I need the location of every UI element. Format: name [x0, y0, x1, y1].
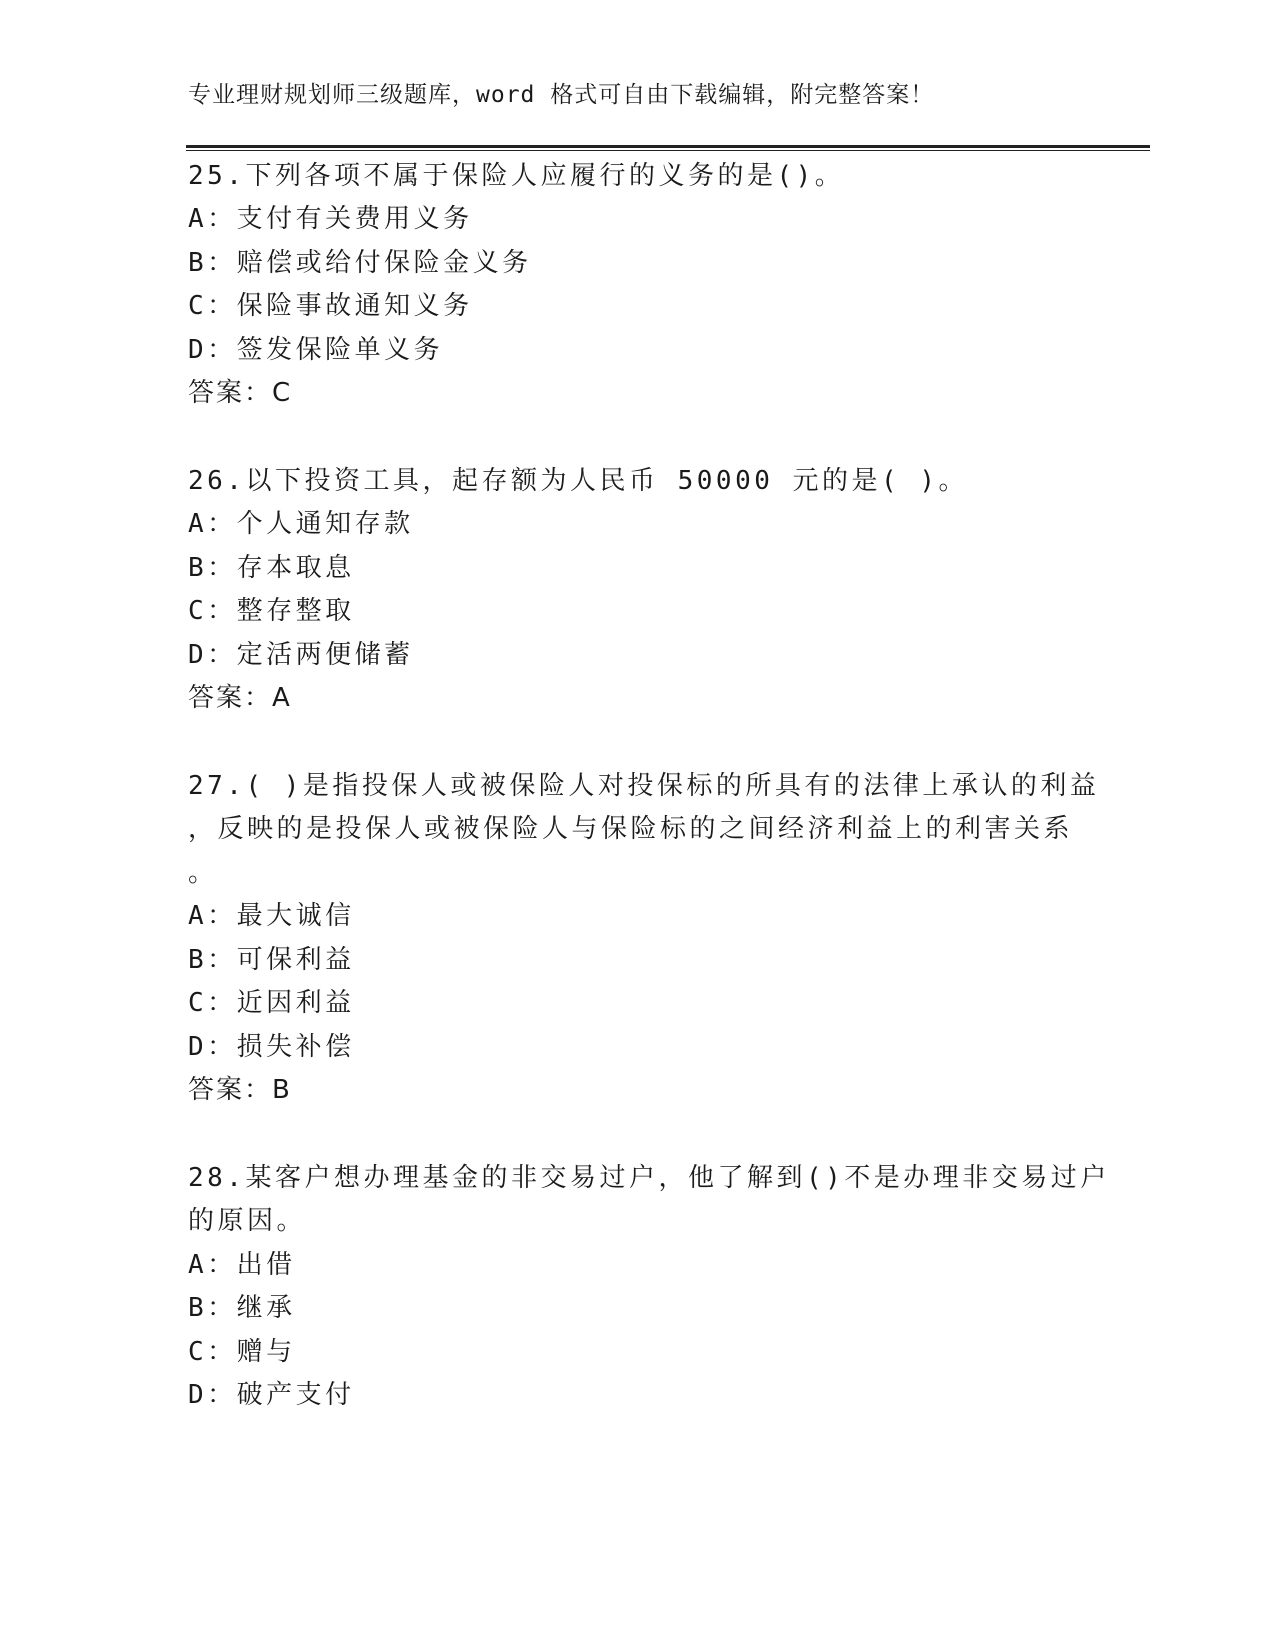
- header-divider: [186, 145, 1150, 151]
- option-a: A：支付有关费用义务: [188, 204, 473, 234]
- question-text-continued: 。: [188, 858, 218, 888]
- question-text-continued: ，反映的是投保人或被保险人与保险标的之间经济利益上的利害关系: [188, 814, 1074, 844]
- option-c: C：保险事故通知义务: [188, 291, 473, 321]
- option-c: C：赠与: [188, 1337, 296, 1367]
- option-b: B：继承: [188, 1293, 296, 1323]
- option-d: D：破产支付: [188, 1380, 355, 1410]
- option-b: B：存本取息: [188, 553, 355, 583]
- question-text-continued: 的原因。: [188, 1206, 307, 1236]
- option-b: B：赔偿或给付保险金义务: [188, 248, 532, 278]
- option-a: A：个人通知存款: [188, 509, 414, 539]
- question-text: 27.( )是指投保人或被保险人对投保标的所具有的法律上承认的利益: [188, 771, 1100, 801]
- answer-text: 答案：B: [188, 1075, 292, 1105]
- option-c: C：近因利益: [188, 988, 355, 1018]
- option-a: A：出借: [188, 1250, 296, 1280]
- option-d: D：损失补偿: [188, 1032, 355, 1062]
- question-text: 26.以下投资工具，起存额为人民币 50000 元的是( )。: [188, 466, 968, 496]
- question-text: 28.某客户想办理基金的非交易过户，他了解到()不是办理非交易过户: [188, 1163, 1110, 1193]
- option-a: A：最大诚信: [188, 901, 355, 931]
- option-d: D：定活两便储蓄: [188, 640, 414, 670]
- answer-text: 答案：A: [188, 683, 292, 713]
- answer-text: 答案：C: [188, 378, 293, 408]
- question-text: 25.下列各项不属于保险人应履行的义务的是()。: [188, 161, 845, 191]
- option-d: D：签发保险单义务: [188, 335, 444, 365]
- page-header: 专业理财规划师三级题库，word 格式可自由下载编辑，附完整答案！: [188, 82, 935, 108]
- option-c: C：整存整取: [188, 596, 355, 626]
- option-b: B：可保利益: [188, 945, 355, 975]
